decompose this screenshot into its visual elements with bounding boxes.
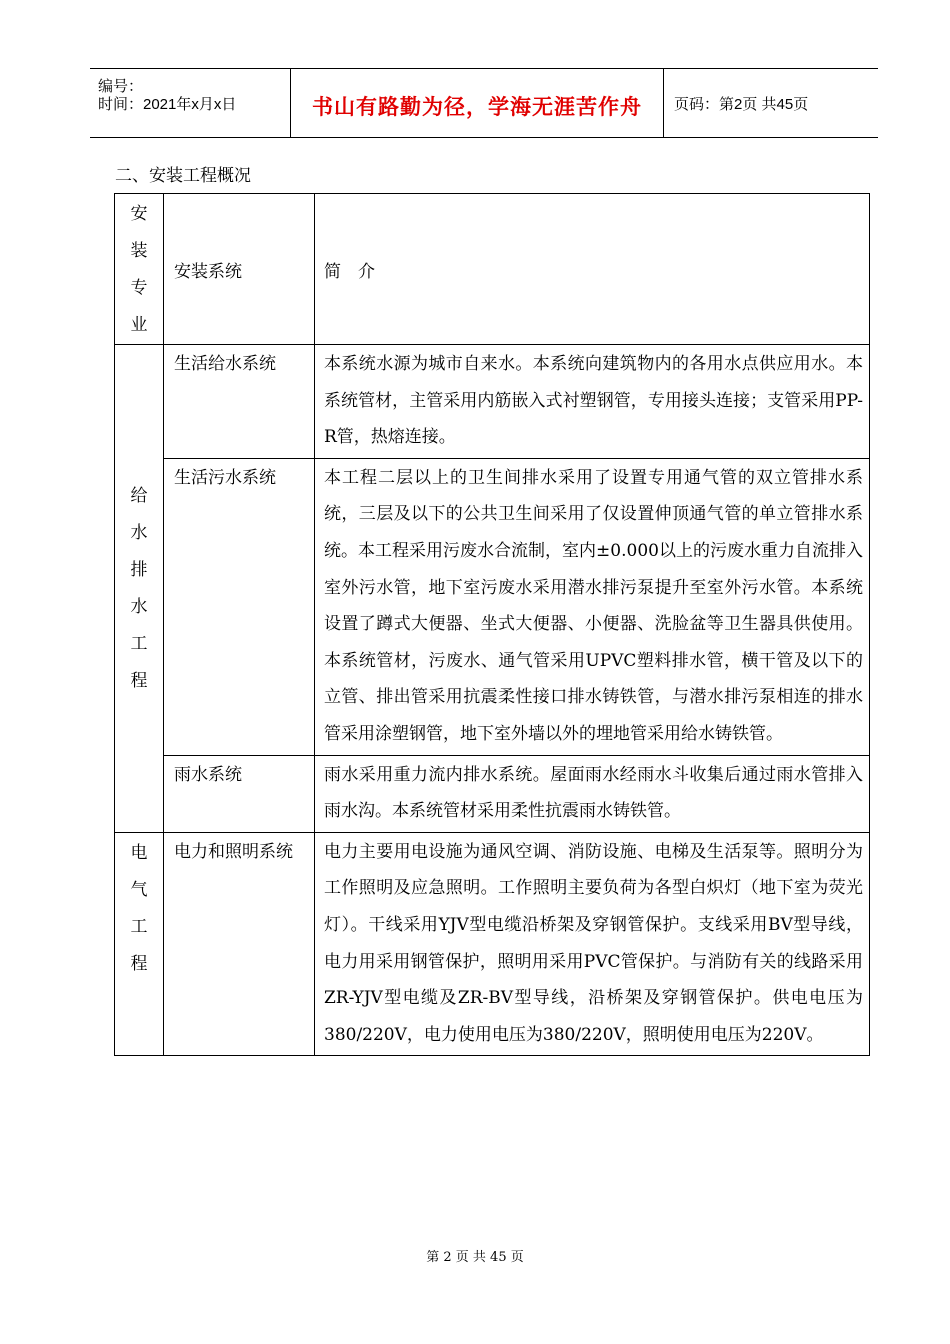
time-label: 时间：2021年x月x日	[98, 96, 237, 113]
intro-cell	[315, 832, 870, 1056]
page-footer: 第 2 页 共 45 页	[426, 1250, 524, 1265]
document-header	[90, 68, 878, 138]
intro-cell	[315, 458, 870, 755]
system-name: 电力和照明系统	[174, 841, 293, 862]
system-name: 生活给水系统	[174, 354, 276, 374]
header-motto-cell	[291, 69, 664, 137]
table-row	[115, 832, 870, 1056]
category-char: 专	[130, 278, 148, 298]
group-char: 气	[130, 879, 148, 900]
header-intro-cell	[315, 194, 870, 345]
header-page-cell	[664, 69, 878, 137]
header-meta-cell	[90, 69, 291, 137]
system-name: 雨水系统	[174, 764, 242, 785]
category-char: 业	[130, 315, 148, 335]
group-char: 程	[130, 671, 148, 692]
table-row	[115, 345, 870, 459]
installation-overview-table	[114, 193, 870, 1056]
category-char: 安	[130, 204, 148, 224]
group-char: 程	[130, 953, 148, 974]
header-intro-label: 简 介	[324, 261, 375, 282]
group-char: 排	[130, 560, 148, 581]
group-char: 水	[130, 523, 148, 544]
system-cell	[164, 755, 315, 832]
system-cell	[164, 832, 315, 1056]
intro-cell	[315, 345, 870, 459]
table-header-row	[115, 194, 870, 345]
table-row	[115, 755, 870, 832]
header-system-label: 安装系统	[174, 261, 242, 282]
number-label: 编号：	[98, 78, 144, 95]
group-electric-cell	[115, 832, 164, 1056]
system-cell	[164, 345, 315, 459]
group-char: 工	[130, 634, 148, 655]
page-info: 页码：第2页 共45页	[674, 96, 809, 113]
header-category-cell	[115, 194, 164, 345]
group-char: 工	[130, 916, 148, 937]
intro-cell	[315, 755, 870, 832]
table-row	[115, 458, 870, 755]
group-char: 电	[130, 842, 148, 863]
system-intro: 雨水采用重力流内排水系统。屋面雨水经雨水斗收集后通过雨水管排入雨水沟。本系统管材采用柔性抗震雨水铸铁管。	[324, 764, 863, 822]
section-title: 二、安装工程概况	[115, 166, 251, 186]
group-char: 水	[130, 597, 148, 618]
category-char: 装	[130, 241, 148, 261]
group-water-cell	[115, 345, 164, 833]
system-intro: 电力主要用电设施为通风空调、消防设施、电梯及生活泵等。照明分为工作照明及应急照明。工作照明主要负荷为各型白炽灯（地下室为荧光灯）。干线采用YJV型电缆沿桥架及穿钢管保护。支线采用BV型导线，电力用采用钢管保护，照明用采用PVC管保护。与消防有关的线路采用ZR-YJV型电缆及ZR-BV型导线，沿桥架及穿钢管保护。供电电压为380/220V，电力使用电压为380/220V，照明使用电压为220V。	[324, 841, 863, 1045]
system-name: 生活污水系统	[174, 467, 276, 488]
motto-text: 书山有路勤为径，学海无涯苦作舟	[312, 95, 642, 119]
group-char: 给	[130, 486, 148, 507]
header-system-cell	[164, 194, 315, 345]
system-cell	[164, 458, 315, 755]
system-intro: 本工程二层以上的卫生间排水采用了设置专用通气管的双立管排水系统，三层及以下的公共卫生间采用了仅设置伸顶通气管的单立管排水系统。本工程采用污废水合流制，室内±0.000以上的污废水重力自流排入室外污水管，地下室污废水采用潜水排污泵提升至室外污水管。本系统设置了蹲式大便器、坐式大便器、小便器、洗脸盆等卫生器具供使用。本系统管材，污废水、通气管采用UPVC塑料排水管，横干管及以下的立管、排出管采用抗震柔性接口排水铸铁管，与潜水排污泵相连的排水管采用涂塑钢管，地下室外墙以外的埋地管采用给水铸铁管。	[324, 467, 863, 744]
system-intro: 本系统水源为城市自来水。本系统向建筑物内的各用水点供应用水。本系统管材，主管采用内筋嵌入式衬塑钢管，专用接头连接；支管采用PP-R管，热熔连接。	[324, 354, 863, 448]
